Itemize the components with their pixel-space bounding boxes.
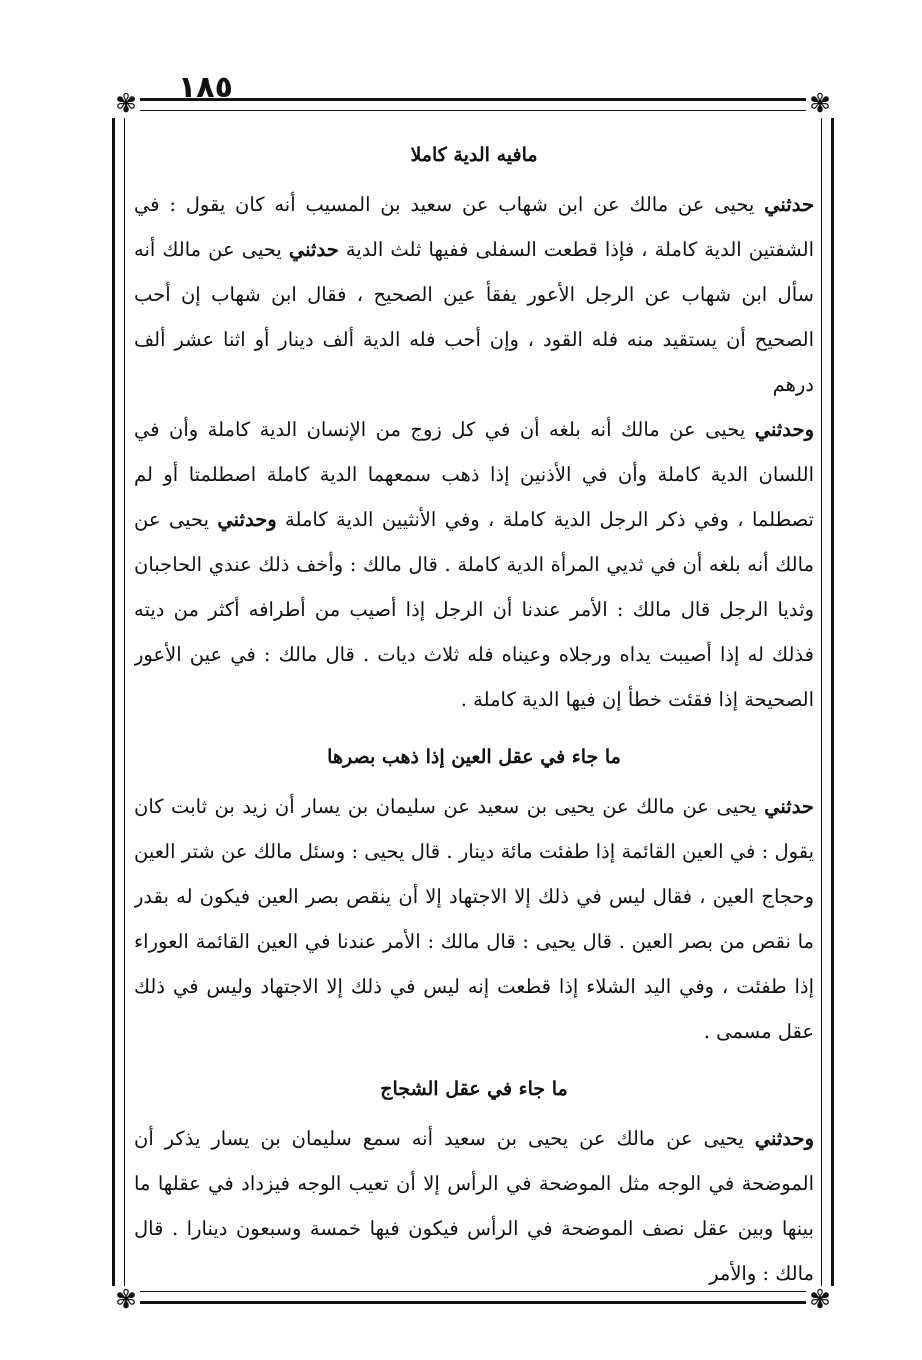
hadith-paragraph	[134, 784, 814, 1054]
hadith-text: يحيى عن مالك عن يحيى بن سعيد أنه سمع سليمان بن يسار يذكر أن الموضحة في الوجه مثل الموضحة في الرأس إلا أن تعيب الوجه فيزداد في عقلها ما بينها وبين عقل نصف الموضحة في الرأس فيكون فيها خمسة وسبعون دينارا . قال مالك : والأمر	[134, 1127, 814, 1285]
hadith-lead-word: حدثني	[764, 795, 814, 818]
hadith-text: يحيى عن مالك أنه بلغه أن في كل زوج من الإنسان الدية كاملة وأن في اللسان الدية كاملة وأن في الأذنين إذا ذهب سمعهما الدية كاملة اصطلمتا أو لم تصطلما ، وفي ذكر الرجل الدية كاملة ، وفي الأنثيين الدية كاملة	[134, 418, 814, 531]
hadith-paragraph	[134, 182, 814, 407]
corner-ornament-icon-top-left: ✾	[112, 90, 140, 118]
hadith-text: يحيى عن مالك أنه سأل ابن شهاب عن الرجل الأعور يفقأ عين الصحيح ، فقال ابن شهاب إن أحب الصحيح أن يستقيد منه فله القود ، وإن أحب فله الدية ألف دينار أو اثنا عشر ألف درهم	[134, 238, 814, 396]
section-heading: ما جاء في عقل الشجاج	[380, 1078, 568, 1100]
hadith-paragraph	[134, 1116, 814, 1286]
hadith-text: يحيى عن مالك عن ابن شهاب عن سعيد بن المسيب أنه كان يقول : في الشفتين الدية كاملة ، فإذا قطعت السفلى ففيها ثلث الدية	[134, 193, 814, 261]
hadith-paragraph	[134, 407, 814, 722]
hadith-lead-word: حدثني	[288, 238, 339, 261]
hadith-text: يحيى عن مالك أنه بلغه أن في ثديي المرأة الدية كاملة . قال مالك : وأخف ذلك عندي الحاجبان وثديا الرجل قال مالك : الأمر عندنا أن الرجل إذا أصيب من أطرافه أكثر من ديته فذلك له إذا أصيبت يداه ورجلاه وعيناه فله ثلاث ديات . قال مالك : في عين الأعور الصحيحة إذا فقئت خطأ إن فيها الدية كاملة .	[134, 508, 814, 711]
section-heading: ما جاء في عقل العين إذا ذهب بصرها	[327, 746, 621, 768]
hadith-lead-word: وحدثني	[754, 418, 814, 441]
section-heading: مافيه الدية كاملا	[410, 144, 538, 166]
page-number: ١٨٥	[178, 70, 233, 105]
corner-ornament-icon-top-right: ✾	[806, 90, 834, 118]
corner-ornament-icon-bottom-right: ✾	[806, 1286, 834, 1314]
hadith-text: يحيى عن مالك عن يحيى بن سعيد عن سليمان بن يسار أن زيد بن ثابت كان يقول : في العين القائمة إذا طفئت مائة دينار . قال يحيى : وسئل مالك عن شتر العين وحجاج العين ، فقال ليس في ذلك إلا الاجتهاد إلا أن ينقص بصر العين فيكون له بقدر ما نقص من بصر العين . قال يحيى : قال مالك : الأمر عندنا في العين القائمة العوراء إذا طفئت ، وفي اليد الشلاء إذا قطعت إنه ليس في ذلك إلا الاجتهاد وليس في ذلك عقل مسمى .	[134, 795, 814, 1043]
page-body-text	[134, 118, 814, 1286]
hadith-lead-word: وحدثني	[217, 508, 277, 531]
hadith-lead-word: حدثني	[764, 193, 814, 216]
hadith-lead-word: وحدثني	[754, 1127, 814, 1150]
corner-ornament-icon-bottom-left: ✾	[112, 1286, 140, 1314]
